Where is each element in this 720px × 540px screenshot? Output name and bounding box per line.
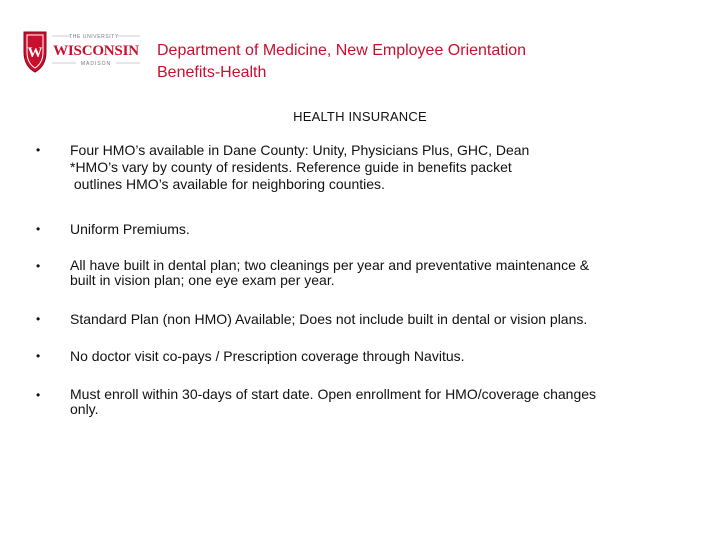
bullet-marker: • xyxy=(36,349,41,363)
page-title-line-2: Benefits-Health xyxy=(157,64,267,81)
bullet-line: No doctor visit co-pays / Prescription coverage through Navitus. xyxy=(70,348,465,364)
bullet-line: Uniform Premiums. xyxy=(70,221,190,237)
svg-text:W: W xyxy=(27,45,43,61)
bullet-marker: • xyxy=(36,222,41,236)
bullet-line: All have built in dental plan; two cleanings per year and preventative maintenance & xyxy=(70,257,590,273)
bullet-line: outlines HMO’s available for neighboring counties. xyxy=(70,176,385,192)
logo-suffix: MADISON xyxy=(80,61,112,67)
page-title xyxy=(157,40,657,84)
bullet-marker: • xyxy=(36,388,41,402)
section-heading xyxy=(0,109,720,124)
bullet-text xyxy=(70,221,690,238)
logo-name: WISCONSIN xyxy=(53,43,139,59)
bullet-text xyxy=(70,258,690,288)
bullet-line: *HMO’s vary by county of residents. Reference guide in benefits packet xyxy=(70,159,512,175)
logo-prefix: THE UNIVERSITY xyxy=(69,34,119,40)
uw-crest-icon xyxy=(24,32,46,72)
page-title-line-1: Department of Medicine, New Employee Orientation xyxy=(157,42,527,59)
bullet-line: Four HMO’s available in Dane County: Unity, Physicians Plus, GHC, Dean xyxy=(70,142,530,158)
bullet-line: only. xyxy=(70,401,99,417)
bullet-line: built in vision plan; one eye exam per year. xyxy=(70,272,335,288)
bullet-text xyxy=(70,387,690,417)
bullet-text xyxy=(70,311,690,328)
bullet-marker: • xyxy=(36,143,41,157)
bullet-line: Must enroll within 30-days of start date. Open enrollment for HMO/coverage changes xyxy=(70,386,597,402)
bullet-marker: • xyxy=(36,259,41,273)
section-heading-text: HEALTH INSURANCE xyxy=(293,109,427,124)
bullet-marker: • xyxy=(36,312,41,326)
bullet-line: Standard Plan (non HMO) Available; Does not include built in dental or vision plans. xyxy=(70,311,588,327)
bullet-text xyxy=(70,142,690,193)
bullet-text xyxy=(70,348,690,365)
university-logo xyxy=(18,26,144,76)
